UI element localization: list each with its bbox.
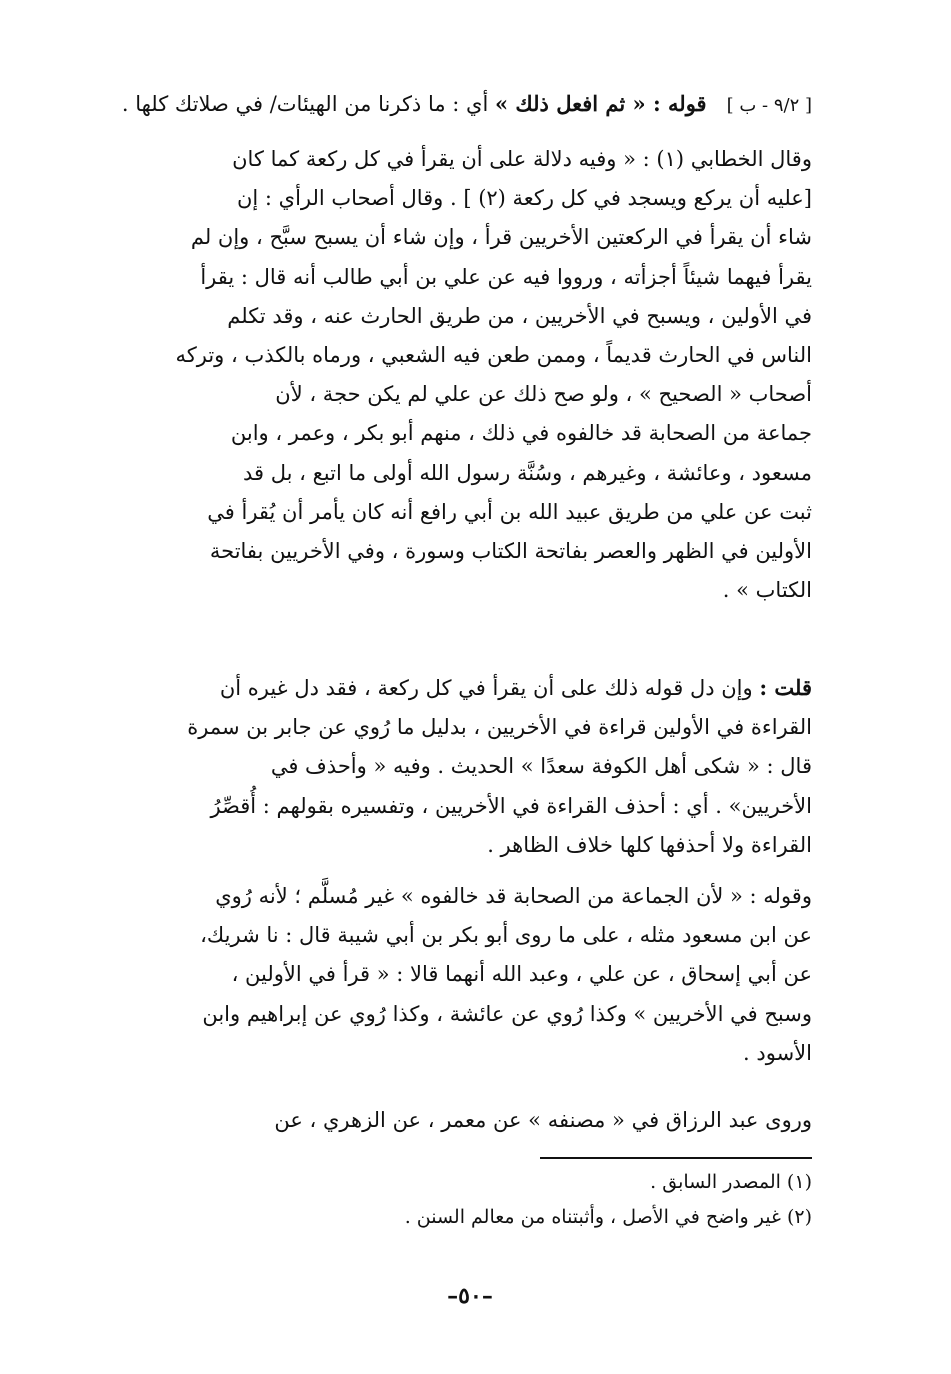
text-line: الكتاب » . bbox=[722, 578, 812, 603]
quoted-lemma: قوله : « ثم افعل ذلك » bbox=[495, 91, 707, 116]
text-line: يقرأ فيهما شيئاً أجزأته ، ورووا فيه عن علي بن أبي طالب أنه قال : يقرأ bbox=[200, 264, 812, 289]
footnote-separator bbox=[540, 1157, 812, 1159]
paragraph-khattabi bbox=[100, 140, 812, 610]
heading-line bbox=[100, 84, 812, 125]
text-line: القراءة في الأولين قراءة في الأخريين ، بدليل ما رُوي عن جابر بن سمرة bbox=[187, 715, 812, 740]
page-number: –٥٠– bbox=[447, 1283, 493, 1309]
text-line: جماعة من الصحابة قد خالفوه في ذلك ، منهم أبو بكر ، وعمر ، وابن bbox=[230, 421, 812, 446]
footnotes bbox=[100, 1165, 812, 1235]
paragraph-response bbox=[100, 877, 812, 1073]
text-line: القراءة ولا أحذفها كلها خلاف الظاهر . bbox=[487, 832, 812, 857]
qultu-lead: قلت : bbox=[759, 675, 812, 700]
text-line: في الأولين ، ويسبح في الأخريين ، من طريق الحارث عنه ، وقد تكلم bbox=[227, 303, 812, 328]
text-line: مسعود ، وعائشة ، وغيرهم ، وسُنَّة رسول الله أولى ما اتبع ، بل قد bbox=[242, 460, 812, 485]
heading-paragraph bbox=[100, 84, 812, 125]
text-line: [عليه أن يركع ويسجد في كل ركعة (٢) ] . وقال أصحاب الرأي : إن bbox=[236, 186, 812, 211]
text-line: وسبح في الأخريين » وكذا رُوي عن عائشة ، وكذا رُوي عن إبراهيم وابن bbox=[202, 1001, 812, 1026]
heading-text: أي : ما ذكرنا من الهيئات/ في صلاتك كلها . bbox=[121, 92, 489, 116]
text-line: أصحاب « الصحيح » ، ولو صح ذلك عن علي لم يكن حجة ، لأن bbox=[275, 382, 812, 407]
footnote-item: (٢) غير واضح في الأصل ، وأثبتناه من معالم السنن . bbox=[404, 1206, 812, 1228]
paragraph-qultu bbox=[100, 668, 812, 865]
text-line: ثبت عن علي من طريق عبيد الله بن أبي رافع أنه كان يأمر أن يُقرأ في bbox=[207, 499, 812, 524]
text-line: وروى عبد الرزاق في « مصنفه » عن معمر ، عن الزهري ، عن bbox=[274, 1108, 812, 1132]
text-line: الأولين في الظهر والعصر بفاتحة الكتاب وسورة ، وفي الأخريين بفاتحة bbox=[209, 539, 812, 564]
text-line: عن ابن مسعود مثله ، على ما روى أبو بكر بن أبي شيبة قال : نا شريك، bbox=[200, 923, 812, 948]
text-line: وقال الخطابي (١) : « وفيه دلالة على أن يقرأ في كل ركعة كما كان bbox=[232, 147, 812, 171]
text-line: وقوله : « لأن الجماعة من الصحابة قد خالفوه » غير مُسلَّم ؛ لأنه رُوي bbox=[215, 884, 812, 908]
text-line: عن أبي إسحاق ، عن علي ، وعبد الله أنهما قالا : « قرأ في الأولين ، bbox=[231, 962, 812, 987]
text-line: الناس في الحارث قديماً ، وممن طعن فيه الشعبي ، ورماه بالكذب ، وتركه bbox=[175, 343, 812, 368]
qultu-text: وإن دل قوله ذلك على أن يقرأ في كل ركعة ، فقد دل غيره أن bbox=[219, 676, 753, 700]
text-line: الأخريين» . أي : أحذف القراءة في الأخريين ، وتفسيره بقولهم : أُقصِّرُ bbox=[210, 793, 812, 818]
text-line bbox=[100, 668, 812, 708]
footnote-item: (١) المصدر السابق . bbox=[650, 1171, 812, 1193]
text-line: شاء أن يقرأ في الركعتين الأخريين قرأ ، وإن شاء أن يسبح سبَّح ، وإن لم bbox=[190, 225, 812, 250]
text-line: الأسود . bbox=[743, 1040, 812, 1065]
text-line: قال : « شكى أهل الكوفة سعدًا » الحديث . وفيه « وأحذف في bbox=[270, 754, 812, 779]
manuscript-reference: [ ٩/٢ - ب ] bbox=[726, 95, 812, 116]
paragraph-abdulrazzaq bbox=[100, 1101, 812, 1140]
